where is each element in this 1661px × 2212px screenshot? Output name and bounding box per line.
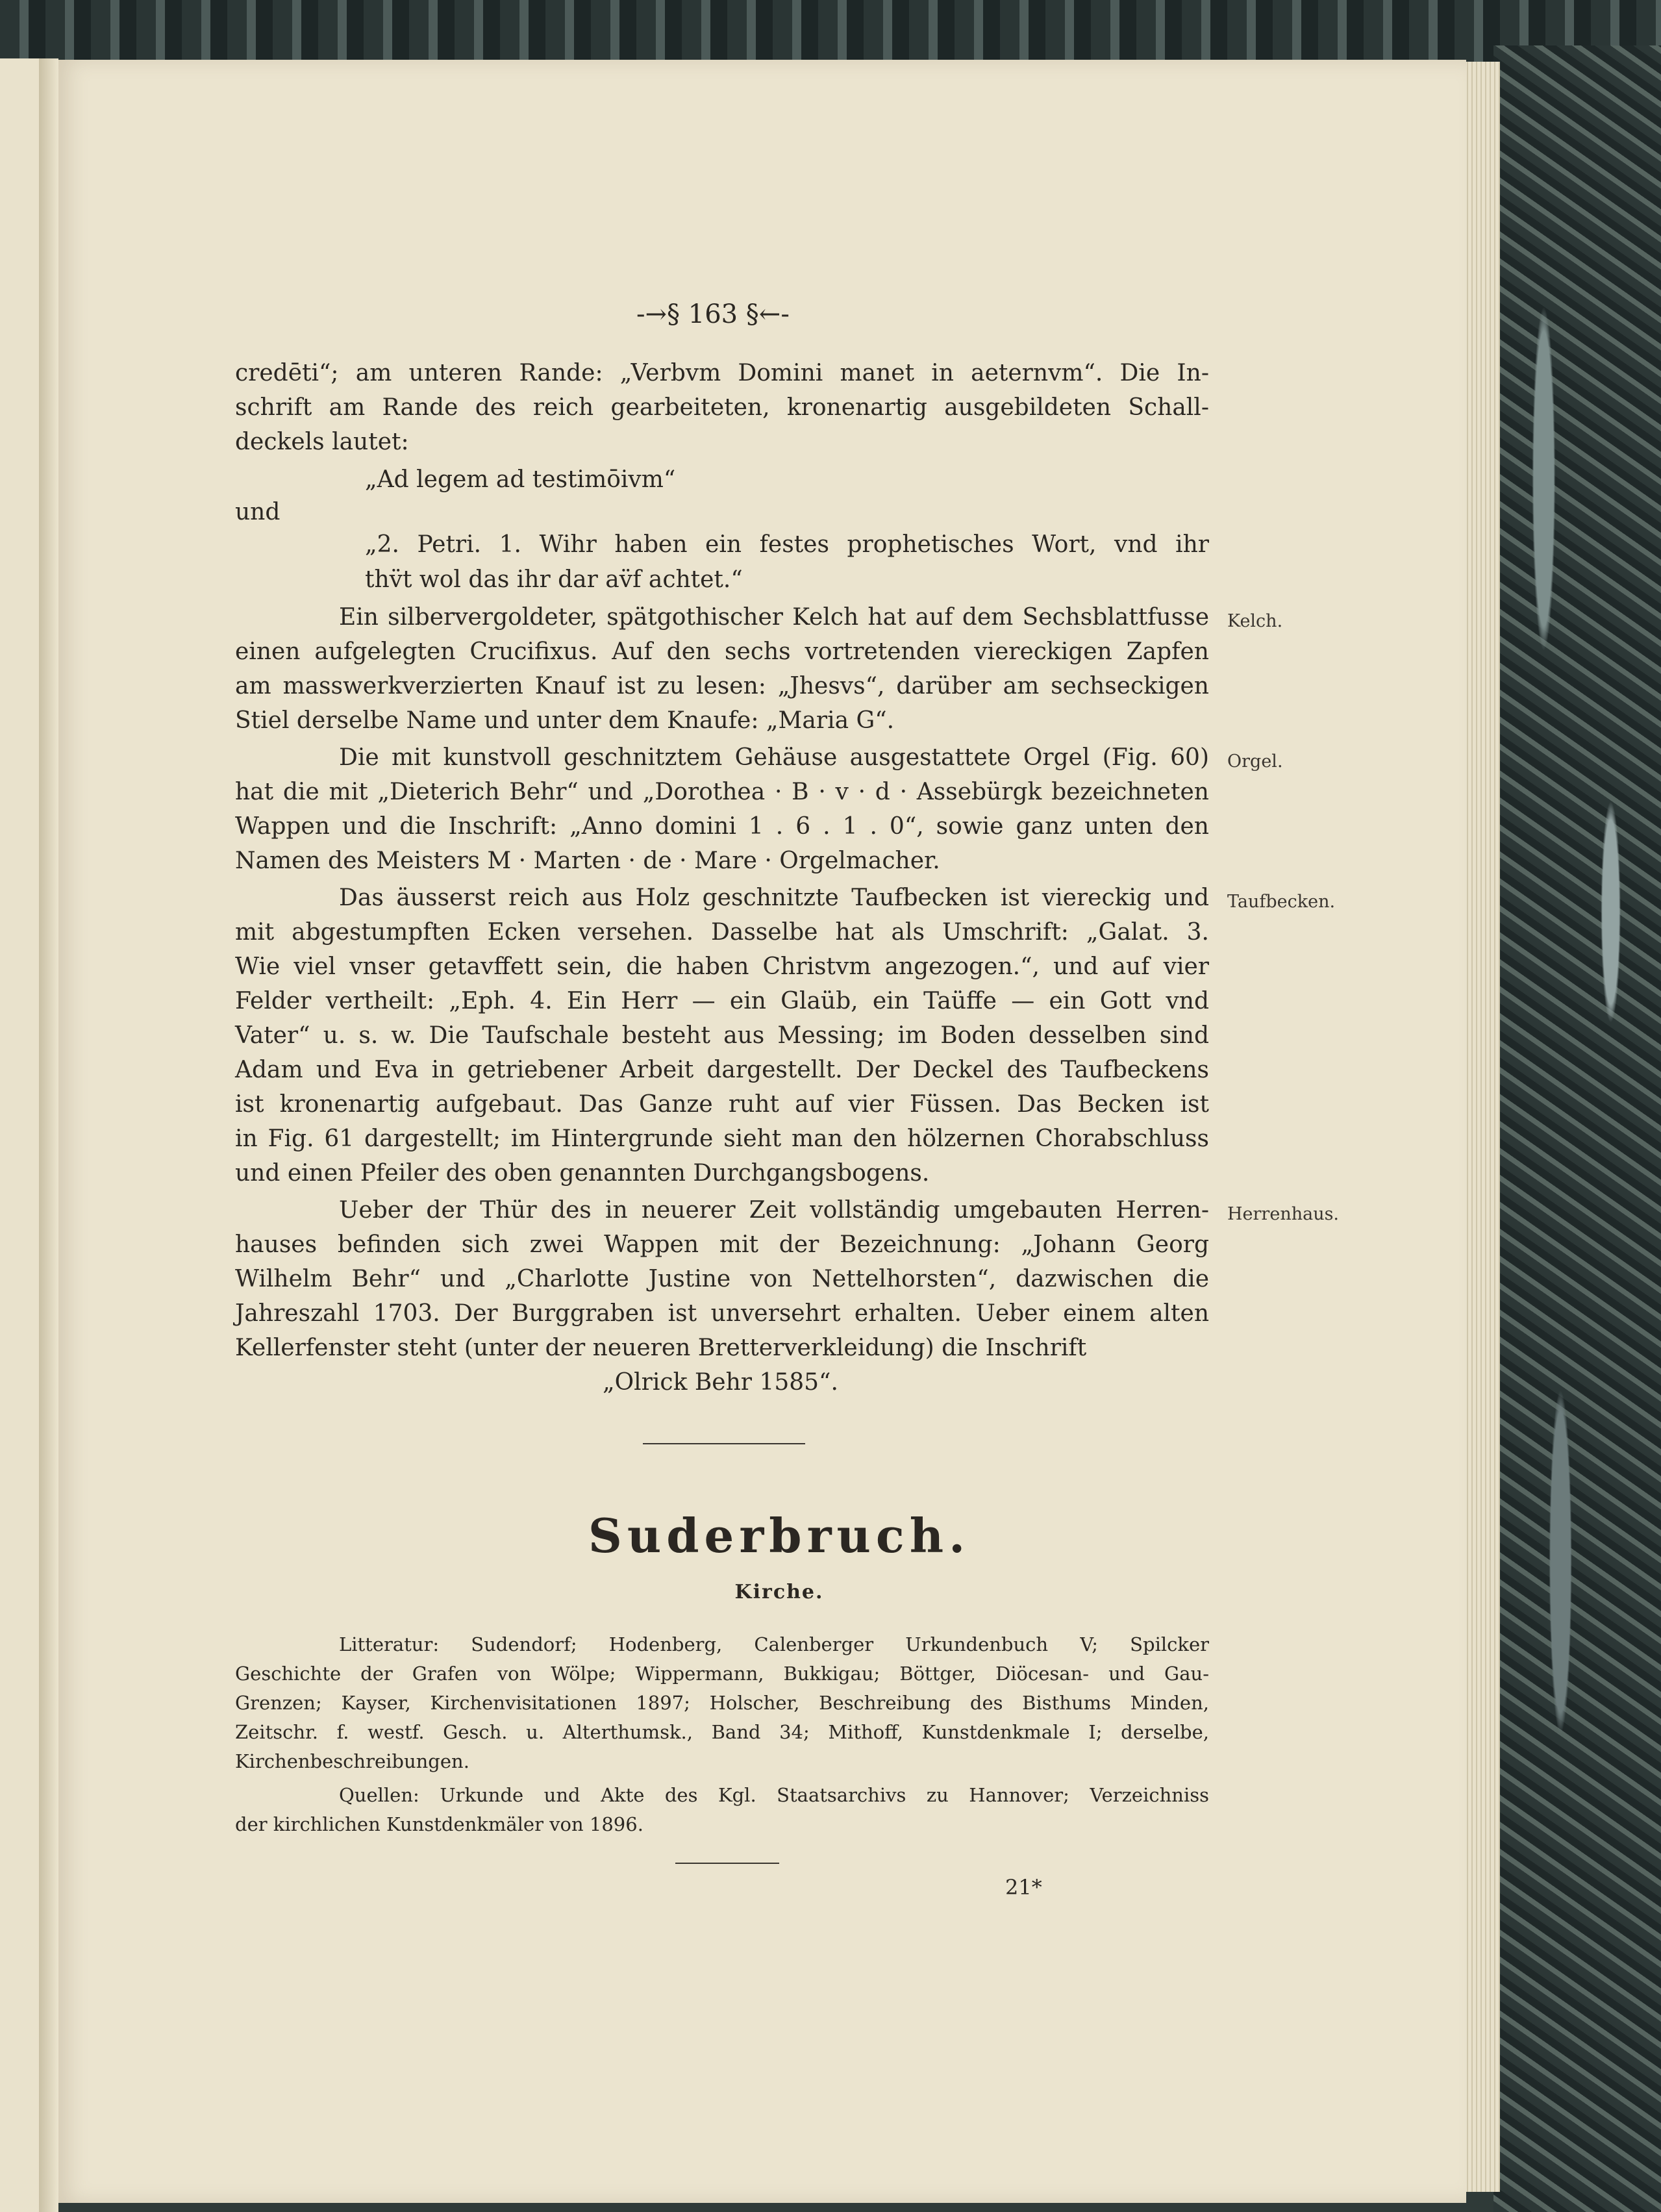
inscription-line: „Olrick Behr 1585“. [603,1369,838,1396]
section-divider [643,1443,805,1444]
page-number: -→§ 163 §←- [636,299,790,329]
text-line: schrift am Rande des reich gearbeiteten, kronenartig ausgebildeten Schall- [235,394,1209,421]
quote-line: thv̈t wol das ihr dar av̈f achtet.“ [365,566,743,593]
margin-note-orgel: Orgel. [1227,751,1283,772]
text-line: Ueber der Thür des in neuerer Zeit vollständig umgebauten Herren- [339,1197,1209,1224]
text-line: Namen des Meisters M · Marten · de · Mare · Orgelmacher. [235,848,940,874]
text-line: Felder vertheilt: „Eph. 4. Ein Herr — ein Glaüb, ein Taüffe — ein Gott vnd [235,988,1209,1014]
text-line: Ein silbervergoldeter, spätgothischer Kelch hat auf dem Sechsblattfusse [339,604,1209,631]
signature-mark: 21* [1005,1875,1042,1900]
margin-note-kelch: Kelch. [1227,611,1283,631]
margin-note-taufbecken: Taufbecken. [1227,892,1336,912]
book-cover-marbled-edge [1493,45,1661,2212]
text-line: Wie viel vnser getavffett sein, die haben Christvm angezogen.“, und auf vier [235,953,1209,980]
section-subtitle: Kirche. [734,1581,824,1603]
text-line: ist kronenartig aufgebaut. Das Ganze ruht auf vier Füssen. Das Becken ist [235,1091,1209,1118]
text-line: und [235,499,281,525]
literature-line: Zeitschr. f. westf. Gesch. u. Alterthumsk., Band 34; Mithoff, Kunstdenkmale I; derselbe, [235,1721,1209,1743]
text-line: und einen Pfeiler des oben genannten Durchgangsbogens. [235,1160,930,1187]
sources-line: Quellen: Urkunde und Akte des Kgl. Staatsarchivs zu Hannover; Verzeichniss [339,1784,1209,1806]
text-line: hauses befinden sich zwei Wappen mit der Bezeichnung: „Johann Georg [235,1231,1209,1258]
text-line: Stiel derselbe Name und unter dem Knaufe: „Maria G“. [235,707,895,734]
text-line: Das äusserst reich aus Holz geschnitzte Taufbecken ist viereckig und [339,885,1209,911]
text-line: mit abgestumpften Ecken versehen. Dasselbe hat als Umschrift: „Galat. 3. [235,919,1209,946]
text-line: deckels lautet: [235,429,409,455]
text-line: Wappen und die Inschrift: „Anno domini 1 . 6 . 1 . 0“, sowie ganz unten den [235,813,1209,840]
text-line: credēti“; am unteren Rande: „Verbvm Domini manet in aeternvm“. Die In- [235,360,1209,386]
text-line: Adam und Eva in getriebener Arbeit dargestellt. Der Deckel des Taufbeckens [235,1057,1209,1083]
text-line: in Fig. 61 dargestellt; im Hintergrunde sieht man den hölzernen Chorabschluss [235,1125,1209,1152]
literature-line: Kirchenbeschreibungen. [235,1750,469,1772]
sources-line: der kirchlichen Kunstdenkmäler von 1896. [235,1813,643,1835]
text-line: Die mit kunstvoll geschnitztem Gehäuse ausgestattete Orgel (Fig. 60) [339,744,1209,771]
quote-line: „Ad legem ad testimōivm“ [365,466,676,493]
book-gutter [39,58,58,2212]
literature-line: Litteratur: Sudendorf; Hodenberg, Calenberger Urkundenbuch V; Spilcker [339,1633,1209,1655]
section-title: Suderbruch. [588,1508,971,1563]
text-line: hat die mit „Dieterich Behr“ und „Dorothea · B · v · d · Assebürgk bezeichneten [235,779,1209,805]
literature-line: Geschichte der Grafen von Wölpe; Wippermann, Bukkigau; Böttger, Diöcesan- und Gau- [235,1663,1209,1685]
text-line: Wilhelm Behr“ und „Charlotte Justine von Nettelhorsten“, dazwischen die [235,1266,1209,1292]
footer-divider [675,1863,779,1864]
text-line: Jahreszahl 1703. Der Burggraben ist unversehrt erhalten. Ueber einem alten [235,1300,1209,1327]
text-line: Vater“ u. s. w. Die Taufschale besteht aus Messing; im Boden desselben sind [235,1022,1209,1049]
literature-line: Grenzen; Kayser, Kirchenvisitationen 1897; Holscher, Beschreibung des Bisthums Minden, [235,1692,1209,1714]
text-line: am masswerkverzierten Knauf ist zu lesen: „Jhesvs“, darüber am sechseckigen [235,673,1209,699]
quote-line: „2. Petri. 1. Wihr haben ein festes prophetisches Wort, vnd ihr [365,531,1209,558]
text-line: einen aufgelegten Crucifixus. Auf den sechs vortretenden viereckigen Zapfen [235,638,1209,665]
margin-note-herrenhaus: Herrenhaus. [1227,1204,1340,1224]
text-line: Kellerfenster steht (unter der neueren Bretterverkleidung) die Inschrift [235,1335,1087,1361]
